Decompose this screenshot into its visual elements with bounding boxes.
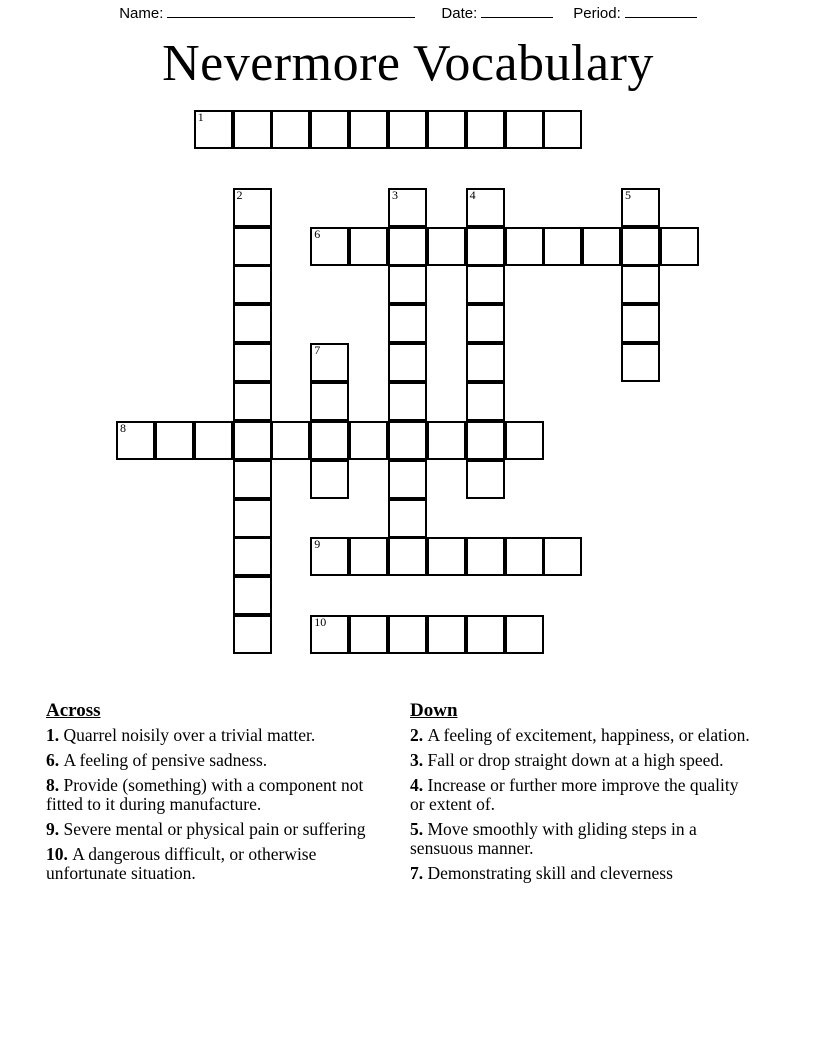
clue-text: A dangerous difficult, or otherwise unfortunate situation. <box>46 844 317 883</box>
cell-number: 8 <box>120 420 126 435</box>
crossword-cell[interactable] <box>233 615 272 654</box>
crossword-cell[interactable] <box>194 421 233 460</box>
clue-number: 3. <box>410 750 428 770</box>
crossword-cell[interactable] <box>233 382 272 421</box>
crossword-cell[interactable] <box>310 460 349 499</box>
crossword-cell[interactable] <box>388 265 427 304</box>
clue-text: Move smoothly with gliding steps in a sensuous manner. <box>410 819 697 858</box>
crossword-cell[interactable] <box>543 227 582 266</box>
crossword-cell[interactable] <box>505 110 544 149</box>
crossword-cell[interactable] <box>349 110 388 149</box>
crossword-cell[interactable] <box>427 227 466 266</box>
crossword-cell[interactable] <box>388 188 427 227</box>
down-clues-column <box>410 700 755 889</box>
crossword-cell[interactable] <box>505 227 544 266</box>
crossword-cell[interactable] <box>621 188 660 227</box>
crossword-cell[interactable] <box>543 537 582 576</box>
clue-text: Quarrel noisily over a trivial matter. <box>63 725 316 745</box>
crossword-cell[interactable] <box>349 615 388 654</box>
clue-item <box>410 820 755 858</box>
crossword-cell[interactable] <box>310 615 349 654</box>
across-heading: Across <box>46 700 101 721</box>
crossword-cell[interactable] <box>466 615 505 654</box>
crossword-cell[interactable] <box>388 499 427 538</box>
crossword-cell[interactable] <box>427 421 466 460</box>
clue-text: Demonstrating skill and cleverness <box>427 863 673 883</box>
crossword-cell[interactable] <box>233 227 272 266</box>
crossword-cell[interactable] <box>233 537 272 576</box>
clue-text: Increase or further more improve the quality or extent of. <box>410 775 739 814</box>
crossword-cell[interactable] <box>660 227 699 266</box>
crossword-cell[interactable] <box>116 421 155 460</box>
crossword-cell[interactable] <box>233 265 272 304</box>
crossword-cell[interactable] <box>466 537 505 576</box>
crossword-cell[interactable] <box>310 343 349 382</box>
cell-number: 3 <box>391 187 398 202</box>
crossword-cell[interactable] <box>582 227 621 266</box>
crossword-cell[interactable] <box>621 343 660 382</box>
crossword-cell[interactable] <box>466 227 505 266</box>
clue-item <box>410 751 755 770</box>
crossword-cell[interactable] <box>466 343 505 382</box>
crossword-cell[interactable] <box>233 188 272 227</box>
date-label: Date: <box>441 4 478 22</box>
clue-item <box>46 845 391 883</box>
period-label: Period: <box>573 4 621 22</box>
crossword-cell[interactable] <box>233 576 272 615</box>
crossword-cell[interactable] <box>505 537 544 576</box>
crossword-cell[interactable] <box>388 343 427 382</box>
clues-section <box>0 700 816 980</box>
clue-number: 10. <box>46 844 73 864</box>
crossword-cell[interactable] <box>466 460 505 499</box>
clue-text: A feeling of pensive sadness. <box>63 750 268 770</box>
crossword-cell[interactable] <box>194 110 233 149</box>
crossword-cell[interactable] <box>310 537 349 576</box>
clue-number: 4. <box>410 775 428 795</box>
clue-text: Provide (something) with a component not fitted to it during manufacture. <box>46 775 364 814</box>
clue-number: 8. <box>46 775 64 795</box>
crossword-cell[interactable] <box>233 343 272 382</box>
clue-item <box>46 726 391 745</box>
crossword-cell[interactable] <box>310 382 349 421</box>
crossword-cell[interactable] <box>466 110 505 149</box>
cell-number: 2 <box>236 187 243 202</box>
crossword-cell[interactable] <box>271 421 310 460</box>
crossword-cell[interactable] <box>271 110 310 149</box>
crossword-cell[interactable] <box>466 188 505 227</box>
clue-number: 2. <box>410 725 428 745</box>
crossword-cell[interactable] <box>310 421 349 460</box>
cell-number: 4 <box>469 187 476 202</box>
clue-text: Severe mental or physical pain or suffering <box>63 819 366 839</box>
crossword-cell[interactable] <box>388 460 427 499</box>
crossword-cell[interactable] <box>388 110 427 149</box>
clue-text: A feeling of excitement, happiness, or elation. <box>427 725 750 745</box>
crossword-cell[interactable] <box>233 110 272 149</box>
crossword-cell[interactable] <box>388 615 427 654</box>
crossword-cell[interactable] <box>155 421 194 460</box>
clue-number: 7. <box>410 863 428 883</box>
clue-item <box>410 864 755 883</box>
clue-number: 5. <box>410 819 428 839</box>
down-heading: Down <box>410 700 458 721</box>
crossword-cell[interactable] <box>427 537 466 576</box>
crossword-cell[interactable] <box>349 421 388 460</box>
across-clue-list <box>46 726 391 883</box>
crossword-cell[interactable] <box>388 227 427 266</box>
crossword-cell[interactable] <box>310 227 349 266</box>
crossword-cell[interactable] <box>466 382 505 421</box>
name-label: Name: <box>119 4 164 22</box>
clue-number: 6. <box>46 750 64 770</box>
clue-item <box>46 751 391 770</box>
cell-number: 6 <box>314 226 321 241</box>
crossword-cell[interactable] <box>388 304 427 343</box>
crossword-cell[interactable] <box>427 110 466 149</box>
crossword-cell[interactable] <box>388 382 427 421</box>
page-title: Nevermore Vocabulary <box>162 35 654 92</box>
down-clue-list <box>410 726 755 883</box>
clue-item <box>46 776 391 814</box>
clue-item <box>46 820 391 839</box>
crossword-cell[interactable] <box>233 499 272 538</box>
crossword-cell[interactable] <box>621 265 660 304</box>
crossword-cell[interactable] <box>466 304 505 343</box>
crossword-cell[interactable] <box>621 227 660 266</box>
crossword-cell[interactable] <box>349 537 388 576</box>
cell-number: 9 <box>314 537 321 552</box>
crossword-cell[interactable] <box>466 265 505 304</box>
crossword-cell[interactable] <box>505 615 544 654</box>
crossword-cell[interactable] <box>233 460 272 499</box>
clue-text: Fall or drop straight down at a high speed. <box>427 750 724 770</box>
across-clues-column <box>46 700 391 889</box>
cell-number: 5 <box>625 187 632 202</box>
crossword-cell[interactable] <box>505 421 544 460</box>
crossword-cell[interactable] <box>233 304 272 343</box>
clue-item <box>410 776 755 814</box>
cell-number: 1 <box>197 110 204 124</box>
clue-item <box>410 726 755 745</box>
clue-number: 9. <box>46 819 64 839</box>
crossword-cell[interactable] <box>310 110 349 149</box>
cell-number: 7 <box>314 343 321 358</box>
crossword-cell[interactable] <box>388 537 427 576</box>
crossword-cell[interactable] <box>466 421 505 460</box>
cell-number: 10 <box>314 615 327 630</box>
crossword-cell[interactable] <box>543 110 582 149</box>
crossword-cell[interactable] <box>233 421 272 460</box>
crossword-cell[interactable] <box>349 227 388 266</box>
crossword-cell[interactable] <box>621 304 660 343</box>
clue-number: 1. <box>46 725 64 745</box>
crossword-cell[interactable] <box>427 615 466 654</box>
crossword-cell[interactable] <box>388 421 427 460</box>
